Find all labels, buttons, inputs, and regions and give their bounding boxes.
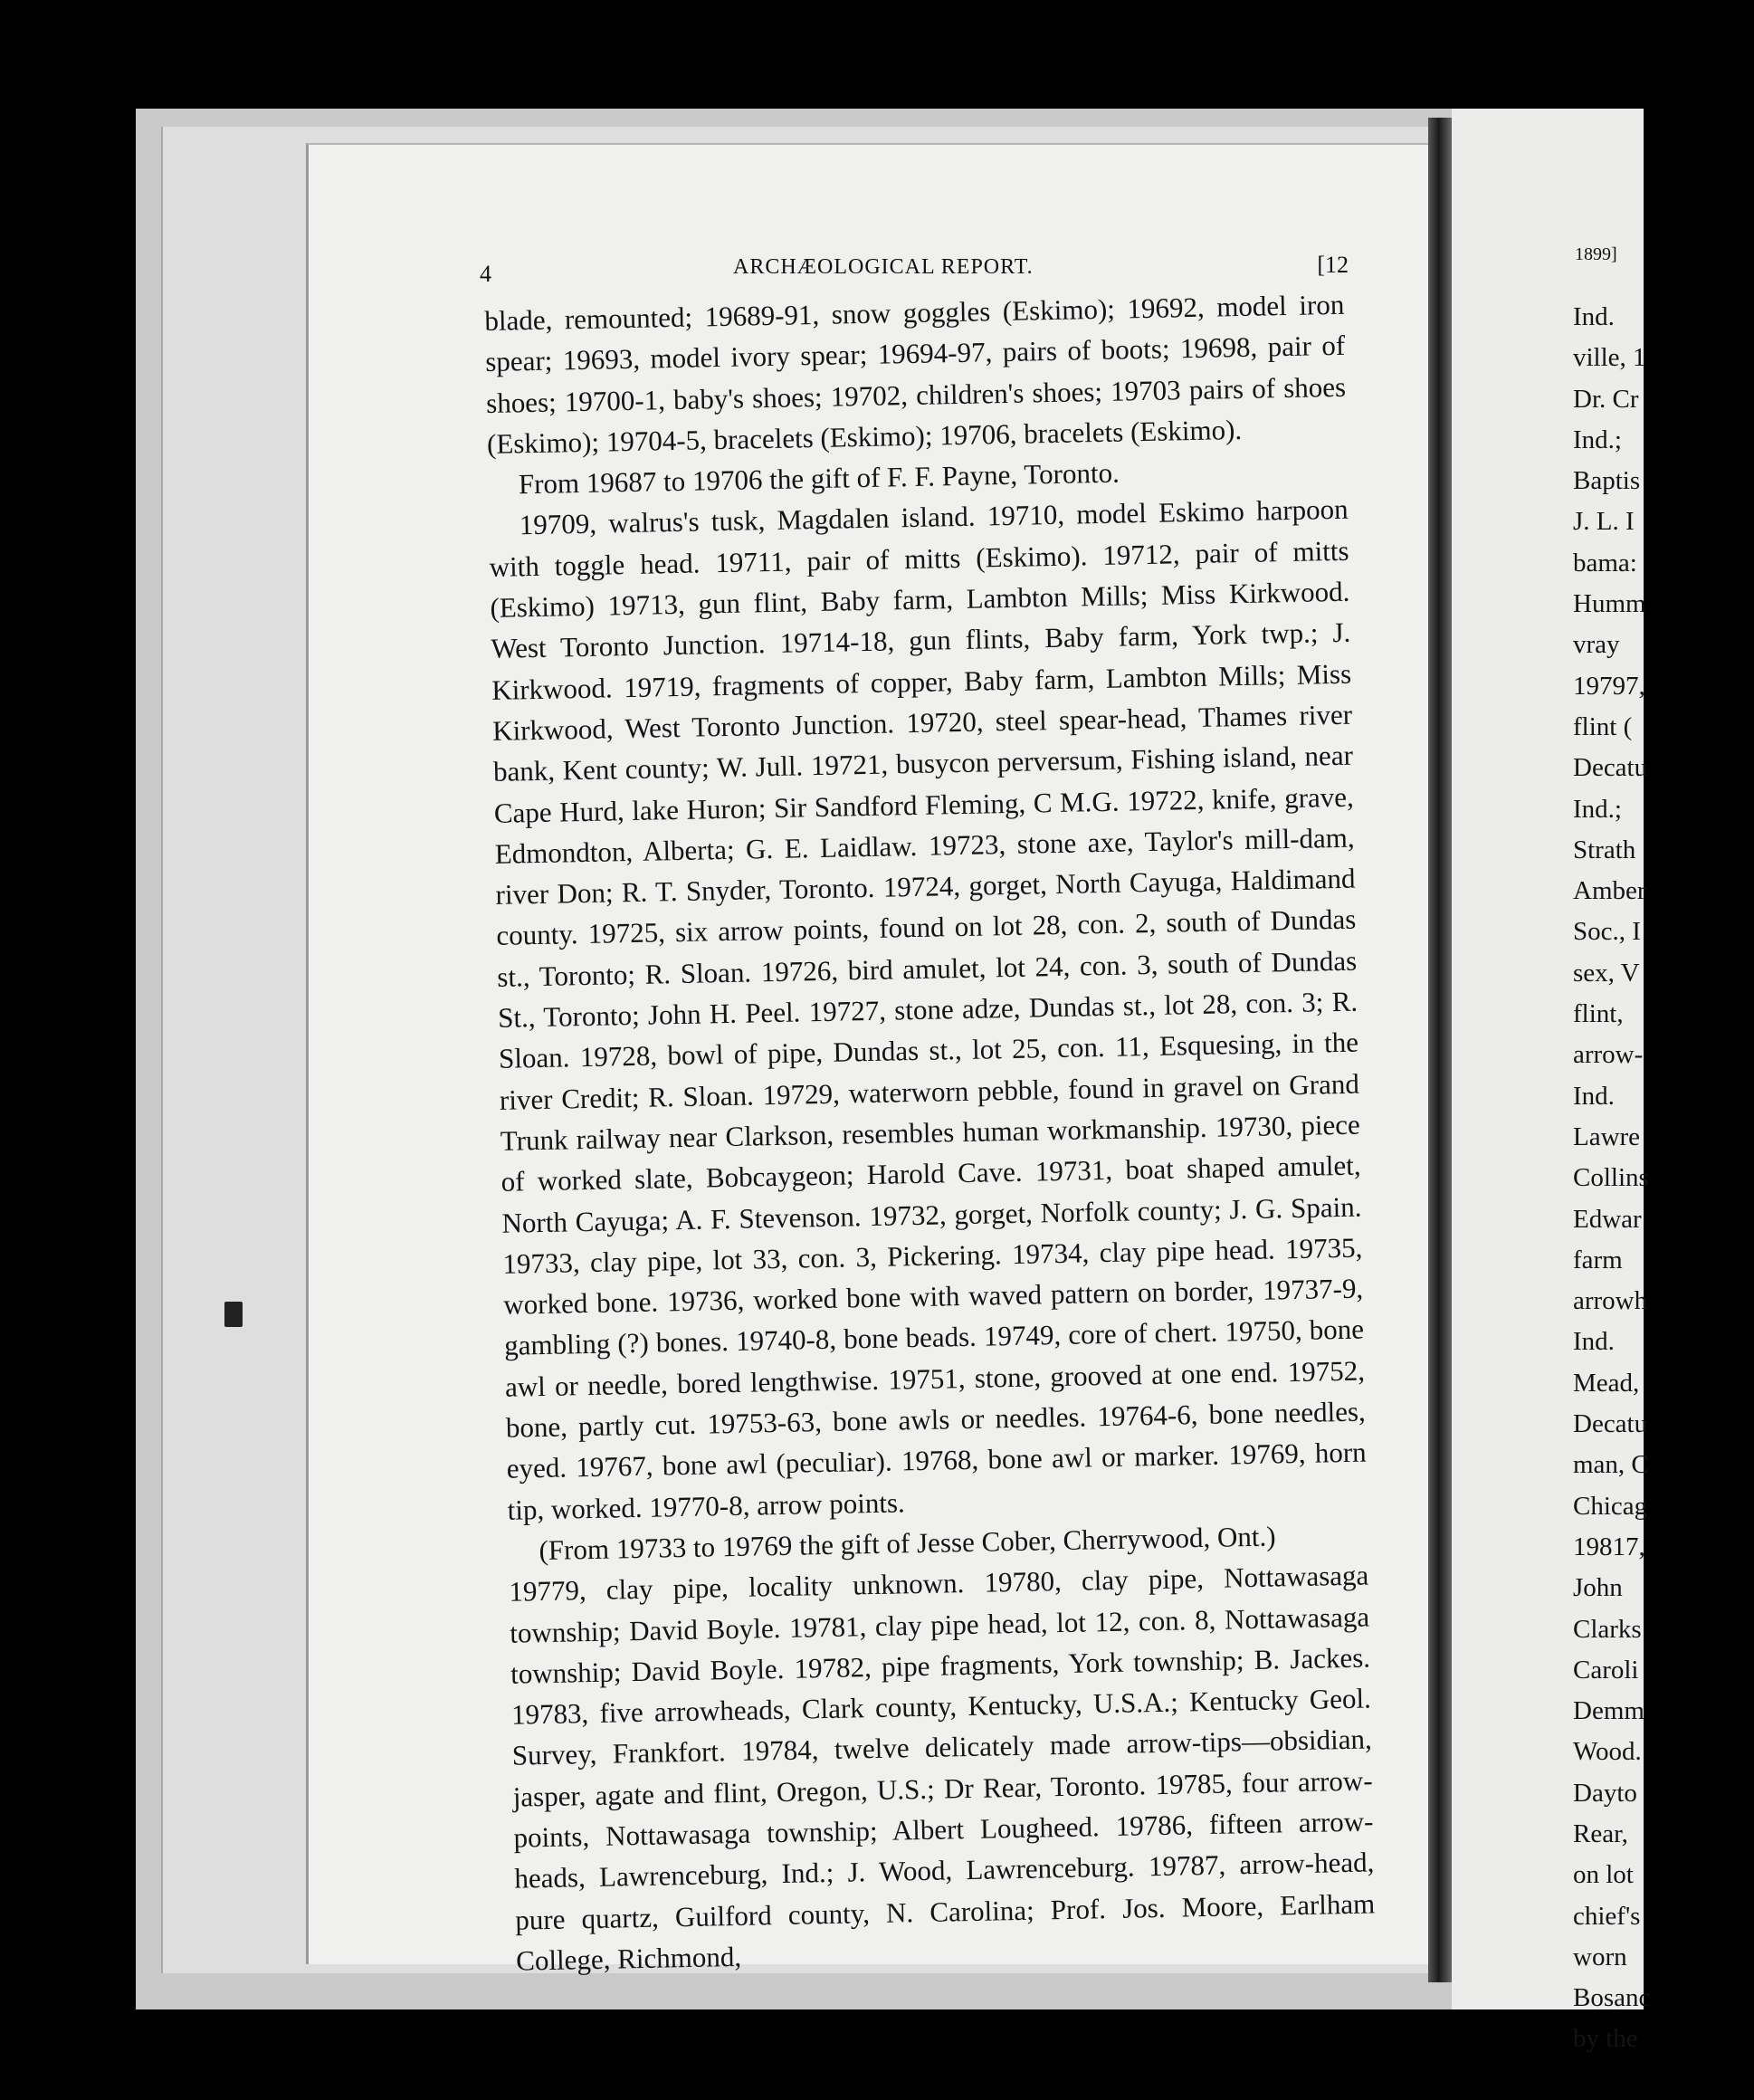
facing-page-line: Ind.; <box>1573 794 1622 824</box>
paragraph: 19779, clay pipe, locality unknown. 19780, clay pipe, Nottawasaga township; David Boyle. 19781, clay pipe head, lot 12, con. 8, Nottawasaga township; David Boyle. 19782, pipe fragments, York township; B. Jackes. 19783, five arrowheads, Clark county, Kentucky, U.S.A.; Kentucky Geol. Survey, Frankfort. 19784, twelve delicately made arrow-tips—obsidian, jasper, agate and flint, Oregon, U.S.; Dr Rear, Toronto. 19785, four arrow-points, Nottawasaga township; Albert Lougheed. 19786, fifteen arrow-heads, Lawrenceburg, Ind.; J. Wood, Lawrenceburg. 19787, arrow-head, pure quartz, Guilford county, N. Carolina; Prof. Jos. Moore, Earlham College, Richmond, <box>509 1559 1376 1977</box>
paragraph: 19709, walrus's tusk, Magdalen island. 19710, model Eskimo harpoon with toggle head. 19711, pair of mitts (Eskimo). 19712, pair of mitts (Eskimo) 19713, gun flint, Baby farm, Lambton Mills; Miss Kirkwood. West Toronto Junction. 19714-18, gun flints, Baby farm, York twp.; J. Kirkwood. 19719, fragments of copper, Baby farm, Lambton Mills; Miss Kirkwood, West Toronto Junction. 19720, steel spear-head, Thames river bank, Kent county; W. Jull. 19721, busycon perversum, Fishing island, near Cape Hurd, lake Huron; Sir Sandford Fleming, C M.G. 19722, knife, grave, Edmondton, Alberta; G. E. Laidlaw. 19723, stone axe, Taylor's mill-dam, river Don; R. T. Snyder, Toronto. 19724, gorget, North Cayuga, Haldimand county. 19725, six arrow points, found on lot 28, con. 2, south of Dundas st., Toronto; R. Sloan. 19726, bird amulet, lot 24, con. 3, south of Dundas St., Toronto; John H. Peel. 19727, stone adze, Dundas st., lot 28, con. 3; R. Sloan. 19728, bowl of pipe, Dundas st., lot 25, con. 11, Esquesing, in the river Credit; R. Sloan. 19729, waterworn pebble, found in gravel on Grand Trunk railway near Clarkson, resembles human workmanship. 19730, piece of worked slate, Bobcaygeon; Harold Cave. 19731, boat shaped amulet, North Cayuga; A. F. Stevenson. 19732, gorget, Norfolk county; J. G. Spain. 19733, clay pipe, lot 33, con. 3, Pickering. 19734, clay pipe head. 19735, worked bone. 19736, worked bone with waved pattern on border, 19737-9, gambling (?) bones. 19740-8, bone beads. 19749, core of chert. 19750, bone awl or needle, bored lengthwise. 19751, stone, grooved at one end. 19752, bone, partly cut. 19753-63, bone awls or needles. 19764-6, bone needles, eyed. 19767, bone awl (peculiar). 19768, bone awl or marker. 19769, horn tip, worked. 19770-8, arrow points. <box>489 493 1367 1526</box>
facing-page-line: 19817, <box>1573 1532 1645 1561</box>
paragraph: (From 19733 to 19769 the gift of Jesse Cober, Cherrywood, Ont.) <box>539 1520 1276 1566</box>
facing-page-line: bama: <box>1573 548 1637 578</box>
running-title: ARCHÆOLOGICAL REPORT. <box>733 255 1034 279</box>
facing-page-line: Strath <box>1573 835 1636 864</box>
facing-page-line: John <box>1573 1573 1623 1603</box>
binding-clip <box>224 1302 243 1327</box>
facing-page-line: by the <box>1573 2024 1638 2054</box>
facing-page-line: J. L. I <box>1573 507 1635 537</box>
facing-page-line: Clarks <box>1573 1614 1642 1644</box>
facing-page-line: arrowh <box>1573 1286 1648 1316</box>
facing-page-line: Wood. <box>1573 1737 1642 1767</box>
facing-page-line: Decatu <box>1573 1409 1648 1439</box>
facing-page-line: Dr. Cr <box>1573 384 1639 414</box>
facing-page-line: Ind. <box>1573 1327 1615 1357</box>
facing-page-line: Caroli <box>1573 1655 1639 1685</box>
page-number: 4 <box>480 261 491 287</box>
facing-page-line: on lot <box>1573 1860 1634 1890</box>
facing-page-line: Dayto <box>1573 1778 1637 1808</box>
facing-page-line: chief's <box>1573 1901 1641 1931</box>
paragraph: blade, remounted; 19689-91, snow goggles (Eskimo); 19692, model iron spear; 19693, model ivory spear; 19694-97, pairs of boots; 19698, pair of shoes; 19700-1, baby's shoes; 19702, children's shoes; 19703 pairs of shoes (Eskimo); 19704-5, bracelets (Eskimo); 19706, bracelets (Eskimo). <box>484 288 1347 460</box>
facing-page-line: Decatu <box>1573 753 1648 783</box>
facing-page-line: Soc., I <box>1573 917 1641 947</box>
book-gutter <box>1428 118 1452 1982</box>
paragraph: From 19687 to 19706 the gift of F. F. Payne, Toronto. <box>518 456 1120 501</box>
facing-page-line: Ind. <box>1573 302 1615 331</box>
facing-page-line: Edwar <box>1573 1204 1642 1234</box>
facing-page-line: Chicag <box>1573 1491 1648 1521</box>
facing-page-line: Collins <box>1573 1163 1649 1193</box>
facing-page-line: farm <box>1573 1245 1623 1274</box>
facing-page-line: Lawre <box>1573 1122 1641 1151</box>
facing-page-line: Bosanc <box>1573 1983 1651 2013</box>
facing-page-line: vray <box>1573 630 1620 660</box>
facing-page-line: Baptis <box>1573 466 1641 496</box>
facing-page-line: Mead, <box>1573 1368 1640 1398</box>
facing-page-line: man, C <box>1573 1450 1649 1480</box>
facing-page-line: Humm <box>1573 589 1646 619</box>
facing-page-line: Amber <box>1573 876 1646 906</box>
section-number: [12 <box>1317 252 1349 278</box>
facing-page-line: 19797, <box>1573 671 1645 701</box>
facing-page-line: ville, 1 <box>1573 343 1646 373</box>
facing-page-line: sex, V <box>1573 958 1640 988</box>
facing-page-line: flint, <box>1573 999 1624 1029</box>
facing-page <box>1452 109 1651 2054</box>
page-header <box>480 252 1349 288</box>
facing-page-line: Ind. <box>1573 1081 1615 1111</box>
facing-page-line: Rear, <box>1573 1818 1628 1848</box>
facing-page-line: Demm <box>1573 1696 1644 1726</box>
facing-page-line: arrow- <box>1573 1040 1644 1070</box>
body-text <box>484 284 1376 1977</box>
facing-page-column <box>1573 297 1754 2060</box>
facing-page-line: worn <box>1573 1942 1627 1971</box>
facing-page-header: 1899] <box>1575 244 1617 264</box>
facing-page-line: Ind.; <box>1573 425 1622 454</box>
facing-page-line: flint ( <box>1573 711 1633 741</box>
